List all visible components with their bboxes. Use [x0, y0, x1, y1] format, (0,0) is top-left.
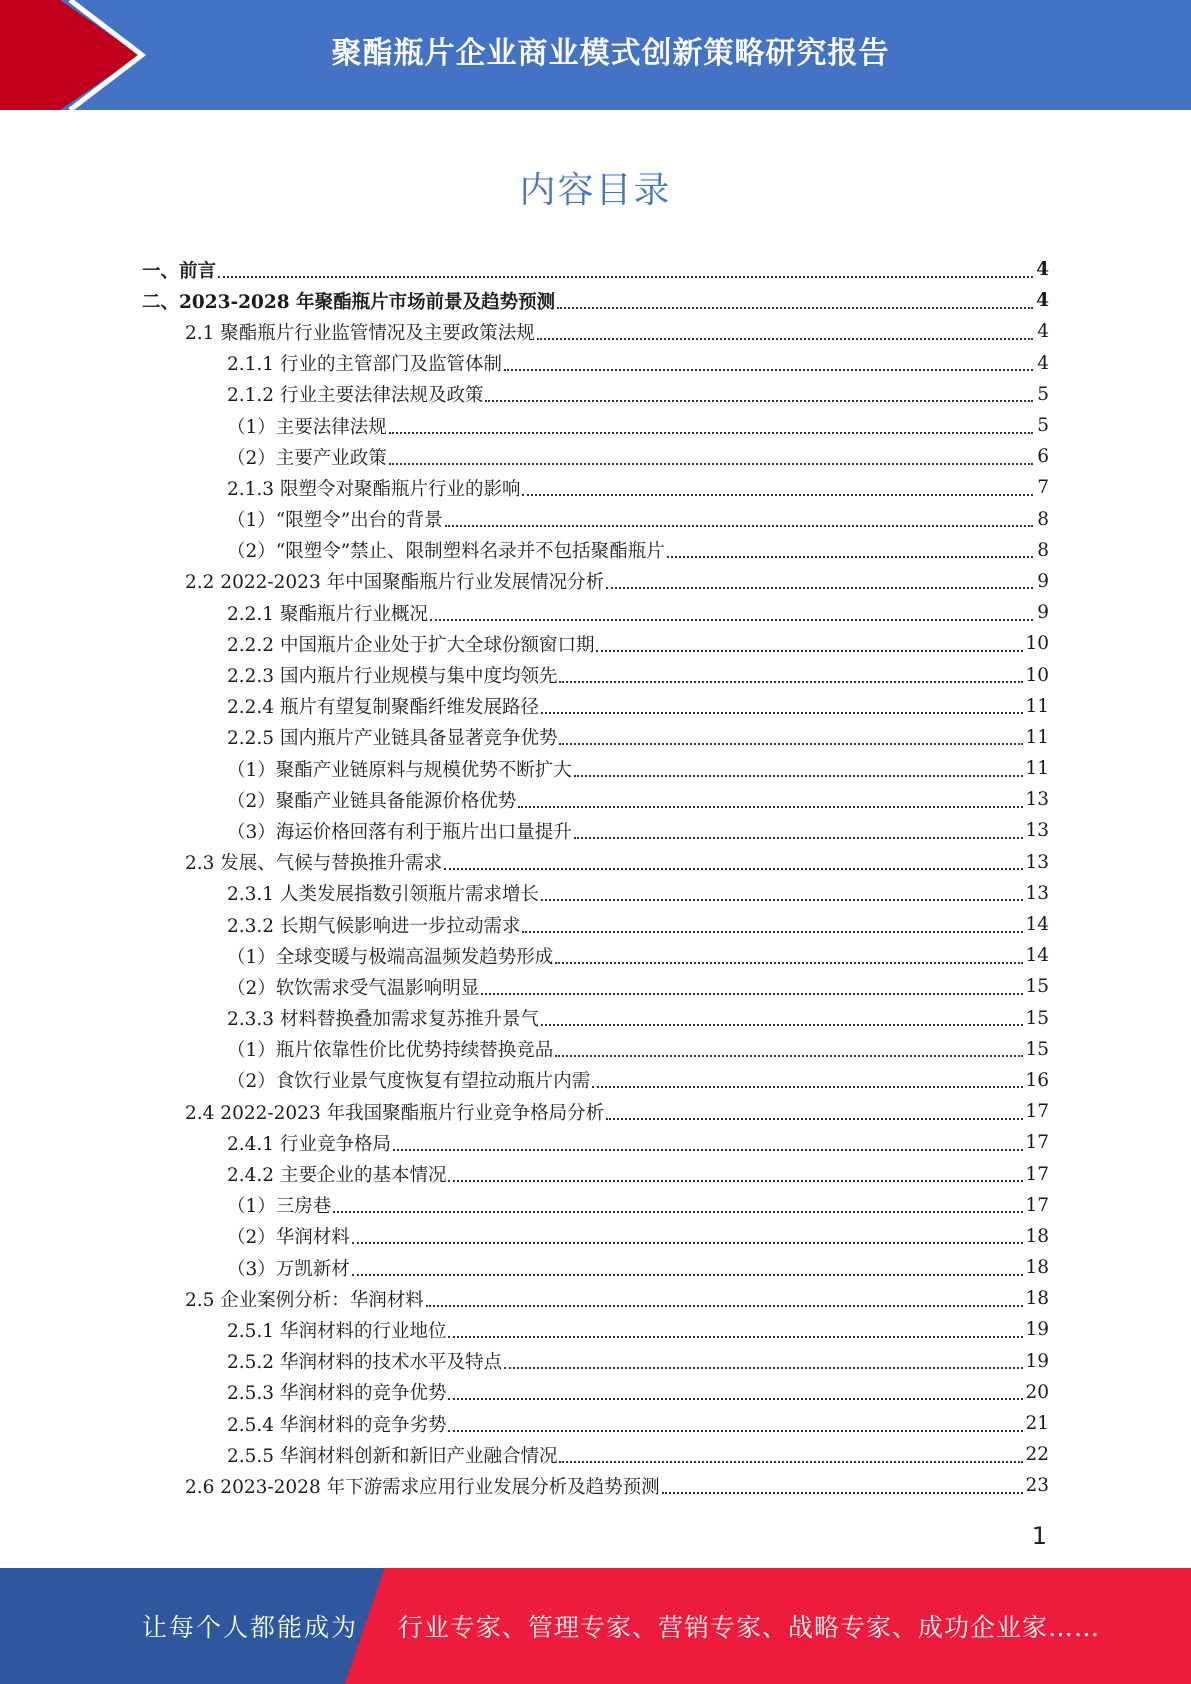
footer-banner	[0, 1568, 1191, 1684]
toc-dot-leader	[574, 827, 1024, 839]
toc-entry-label: 二、2023-2028 年聚酯瓶片市场前景及趋势预测	[142, 291, 556, 313]
toc-entry-label: 2.2.5 国内瓶片产业链具备显著竞争优势	[227, 728, 558, 750]
toc-entry[interactable]	[142, 254, 1049, 285]
toc-entry[interactable]	[142, 1408, 1049, 1439]
toc-entry-label: 2.2.2 中国瓶片企业处于扩大全球份额窗口期	[227, 634, 595, 656]
toc-entry-page: 11	[1025, 695, 1049, 717]
toc-entry-label: 2.2 2022-2023 年中国聚酯瓶片行业发展情况分析	[185, 572, 605, 594]
toc-dot-leader	[559, 671, 1023, 683]
toc-entry[interactable]	[142, 1003, 1049, 1034]
toc-entry-label: 2.3.2 长期气候影响进一步拉动需求	[227, 915, 521, 937]
toc-dot-leader	[662, 1482, 1024, 1494]
toc-dot-leader	[574, 765, 1024, 777]
toc-dot-leader	[606, 577, 1033, 589]
toc-dot-leader	[592, 1076, 1023, 1088]
toc-entry-page: 17	[1025, 1163, 1049, 1185]
toc-dot-leader	[557, 297, 1033, 309]
toc-entry[interactable]	[142, 1283, 1049, 1314]
toc-dot-leader	[606, 1108, 1023, 1120]
toc-entry[interactable]	[142, 722, 1049, 753]
toc-entry-page: 10	[1025, 664, 1049, 686]
toc-entry-label: （2）食饮行业景气度恢复有望拉动瓶片内需	[227, 1071, 591, 1093]
toc-entry[interactable]	[142, 597, 1049, 628]
toc-entry[interactable]	[142, 1096, 1049, 1127]
toc-entry[interactable]	[142, 1034, 1049, 1065]
toc-entry[interactable]	[142, 1190, 1049, 1221]
toc-entry-page: 10	[1025, 633, 1049, 655]
toc-dot-leader	[448, 1170, 1023, 1182]
toc-entry-label: 2.1.2 行业主要法律法规及政策	[227, 385, 484, 407]
toc-dot-leader	[393, 1139, 1023, 1151]
toc-entry-label: 2.5 企业案例分析：华润材料	[185, 1289, 424, 1311]
toc-entry-page: 18	[1025, 1225, 1049, 1247]
toc-dot-leader	[596, 640, 1023, 652]
toc-dot-leader	[481, 983, 1023, 995]
toc-entry-label: 2.1 聚酯瓶片行业监管情况及主要政策法规	[185, 322, 535, 344]
toc-dot-leader	[504, 359, 1033, 371]
toc-entry[interactable]	[142, 348, 1049, 379]
toc-entry-page: 13	[1025, 789, 1049, 811]
toc-entry-page: 4	[1037, 352, 1049, 374]
toc-entry-page: 4	[1036, 259, 1049, 281]
toc-entry-label: 2.5.5 华润材料创新和新旧产业融合情况	[227, 1445, 558, 1467]
report-title: 聚酯瓶片企业商业模式创新策略研究报告	[331, 36, 890, 71]
toc-dot-leader	[559, 1451, 1023, 1463]
toc-entry[interactable]	[142, 472, 1049, 503]
toc-entry-label: （3）海运价格回落有利于瓶片出口量提升	[227, 821, 572, 843]
toc-entry[interactable]	[142, 691, 1049, 722]
toc-entry-page: 4	[1037, 321, 1049, 343]
toc-dot-leader	[448, 1420, 1023, 1432]
toc-entry-label: 2.1.3 限塑令对聚酯瓶片行业的影响	[227, 478, 521, 500]
toc-dot-leader	[522, 484, 1033, 496]
toc-entry[interactable]	[142, 909, 1049, 940]
toc-entry[interactable]	[142, 878, 1049, 909]
toc-entry-page: 21	[1025, 1413, 1049, 1435]
toc-entry-page: 5	[1037, 383, 1049, 405]
toc-entry[interactable]	[142, 1346, 1049, 1377]
toc-dot-leader	[389, 422, 1033, 434]
footer-slogan-left: 让每个人都能成为	[142, 1613, 359, 1642]
toc-entry-page: 18	[1025, 1288, 1049, 1310]
toc-entry-label: （1）三房巷	[227, 1196, 332, 1218]
toc-dot-leader	[541, 889, 1023, 901]
toc-entry-page: 9	[1037, 570, 1049, 592]
toc-entry-label: （2）主要产业政策	[227, 447, 387, 469]
toc-entry-label: 2.5.2 华润材料的技术水平及特点	[227, 1352, 502, 1374]
toc-entry-label: 2.5.1 华润材料的行业地位	[227, 1320, 447, 1342]
toc-entry[interactable]	[142, 940, 1049, 971]
toc-entry[interactable]	[142, 1314, 1049, 1345]
toc-dot-leader	[667, 546, 1033, 558]
toc-dot-leader	[537, 328, 1033, 340]
toc-heading: 内容目录	[519, 170, 672, 211]
toc-entry[interactable]	[142, 753, 1049, 784]
toc-entry[interactable]	[142, 504, 1049, 535]
footer-slogan-right: 行业专家、管理专家、营销专家、战略专家、成功企业家……	[398, 1613, 1101, 1642]
toc-dot-leader	[352, 1232, 1024, 1244]
toc-entry[interactable]	[142, 847, 1049, 878]
toc-entry-page: 19	[1025, 1319, 1049, 1341]
toc-entry-page: 19	[1025, 1350, 1049, 1372]
toc-entry-page: 18	[1025, 1257, 1049, 1279]
toc-entry-label: （3）万凯新材	[227, 1258, 350, 1280]
toc-entry-label: 2.3.1 人类发展指数引领瓶片需求增长	[227, 884, 539, 906]
toc-entry-label: （2）“限塑令”禁止、限制塑料名录并不包括聚酯瓶片	[227, 541, 665, 563]
toc-entry-label: 2.3.3 材料替换叠加需求复苏推升景气	[227, 1009, 539, 1031]
toc-entry-page: 20	[1025, 1381, 1049, 1403]
toc-entry-label: （1）全球变暖与极端高温频发趋势形成	[227, 946, 554, 968]
toc-entry-page: 11	[1025, 726, 1049, 748]
toc-entry[interactable]	[142, 784, 1049, 815]
toc-entry-page: 23	[1025, 1475, 1049, 1497]
toc-entry-page: 22	[1025, 1444, 1049, 1466]
toc-entry-page: 8	[1037, 539, 1049, 561]
toc-entry-page: 16	[1025, 1069, 1049, 1091]
toc-entry-label: （1）主要法律法规	[227, 416, 387, 438]
toc-entry[interactable]	[142, 628, 1049, 659]
toc-dot-leader	[541, 1014, 1023, 1026]
toc-entry-page: 14	[1025, 914, 1049, 936]
toc-entry-page: 9	[1037, 602, 1049, 624]
toc-dot-leader	[559, 733, 1023, 745]
toc-dot-leader	[426, 1295, 1024, 1307]
toc-entry[interactable]	[142, 285, 1049, 316]
toc-entry-label: （2）软饮需求受气温影响明显	[227, 977, 480, 999]
toc-dot-leader	[555, 1045, 1023, 1057]
toc-entry[interactable]	[142, 815, 1049, 846]
toc-dot-leader	[485, 390, 1033, 402]
toc-entry-page: 8	[1037, 508, 1049, 530]
toc-entry-label: 2.2.1 聚酯瓶片行业概况	[227, 603, 428, 625]
toc-entry[interactable]	[142, 971, 1049, 1002]
toc-entry[interactable]	[142, 659, 1049, 690]
toc-entry[interactable]	[142, 1127, 1049, 1158]
toc-entry-page: 17	[1025, 1194, 1049, 1216]
toc-entry-label: 2.1.1 行业的主管部门及监管体制	[227, 354, 502, 376]
toc-dot-leader	[504, 1357, 1023, 1369]
toc-entry-label: 一、前言	[142, 260, 217, 282]
toc-dot-leader	[218, 266, 1033, 278]
toc-entry-page: 6	[1037, 446, 1049, 468]
toc-entry[interactable]	[142, 1377, 1049, 1408]
toc-entry-page: 15	[1025, 1007, 1049, 1029]
toc-entry-label: 2.5.4 华润材料的竞争劣势	[227, 1414, 447, 1436]
toc-dot-leader	[522, 921, 1023, 933]
toc-entry[interactable]	[142, 1470, 1049, 1501]
toc-dot-leader	[352, 1264, 1024, 1276]
toc-dot-leader	[445, 515, 1033, 527]
toc-dot-leader	[448, 1326, 1023, 1338]
toc-entry-page: 14	[1025, 945, 1049, 967]
toc-dot-leader	[448, 1388, 1023, 1400]
toc-entry-page: 15	[1025, 1038, 1049, 1060]
toc-entry-label: 2.5.3 华润材料的竞争优势	[227, 1383, 447, 1405]
toc-dot-leader	[555, 952, 1023, 964]
toc-entry-page: 17	[1025, 1132, 1049, 1154]
toc-entry-label: （1）聚酯产业链原料与规模优势不断扩大	[227, 759, 572, 781]
toc-entry-page: 13	[1025, 851, 1049, 873]
toc-entry-page: 13	[1025, 882, 1049, 904]
toc-entry-label: （2）聚酯产业链具备能源价格优势	[227, 790, 517, 812]
toc-dot-leader	[430, 609, 1033, 621]
toc-entry-label: 2.4.1 行业竞争格局	[227, 1133, 391, 1155]
toc-entry-page: 7	[1037, 477, 1049, 499]
toc-entry[interactable]	[142, 1439, 1049, 1470]
toc-entry-label: （2）华润材料	[227, 1227, 350, 1249]
toc-entry-page: 17	[1025, 1101, 1049, 1123]
page-number: 1	[1031, 1522, 1047, 1550]
toc-entry[interactable]	[142, 535, 1049, 566]
toc-entry[interactable]	[142, 1065, 1049, 1096]
toc-entry[interactable]	[142, 410, 1049, 441]
toc-entry[interactable]	[142, 566, 1049, 597]
toc-entry[interactable]	[142, 1158, 1049, 1189]
toc-entry-page: 5	[1037, 415, 1049, 437]
header-banner	[0, 0, 1191, 110]
toc-entry[interactable]	[142, 441, 1049, 472]
toc-entry-page: 4	[1036, 290, 1049, 312]
toc-entry-label: 2.2.3 国内瓶片行业规模与集中度均领先	[227, 666, 558, 688]
toc-entry[interactable]	[142, 1252, 1049, 1283]
toc-dot-leader	[444, 858, 1023, 870]
toc-entry-label: 2.4.2 主要企业的基本情况	[227, 1165, 447, 1187]
toc-dot-leader	[389, 453, 1033, 465]
toc-entry[interactable]	[142, 316, 1049, 347]
toc-entry-label: 2.4 2022-2023 年我国聚酯瓶片行业竞争格局分析	[185, 1102, 605, 1124]
toc-entry[interactable]	[142, 1221, 1049, 1252]
toc-entry-page: 13	[1025, 820, 1049, 842]
toc-entry-label: （1）“限塑令”出台的背景	[227, 510, 443, 532]
toc-dot-leader	[518, 796, 1023, 808]
toc-entry-label: 2.6 2023-2028 年下游需求应用行业发展分析及趋势预测	[185, 1476, 660, 1498]
toc-entry-page: 15	[1025, 976, 1049, 998]
toc-entry-label: 2.3 发展、气候与替换推升需求	[185, 853, 443, 875]
toc-entry[interactable]	[142, 379, 1049, 410]
toc-dot-leader	[541, 702, 1023, 714]
toc-entry-label: 2.2.4 瓶片有望复制聚酯纤维发展路径	[227, 697, 539, 719]
toc-dot-leader	[333, 1201, 1023, 1213]
table-of-contents	[142, 254, 1049, 1502]
toc-entry-page: 11	[1025, 758, 1049, 780]
toc-entry-label: （1）瓶片依靠性价比优势持续替换竞品	[227, 1040, 554, 1062]
